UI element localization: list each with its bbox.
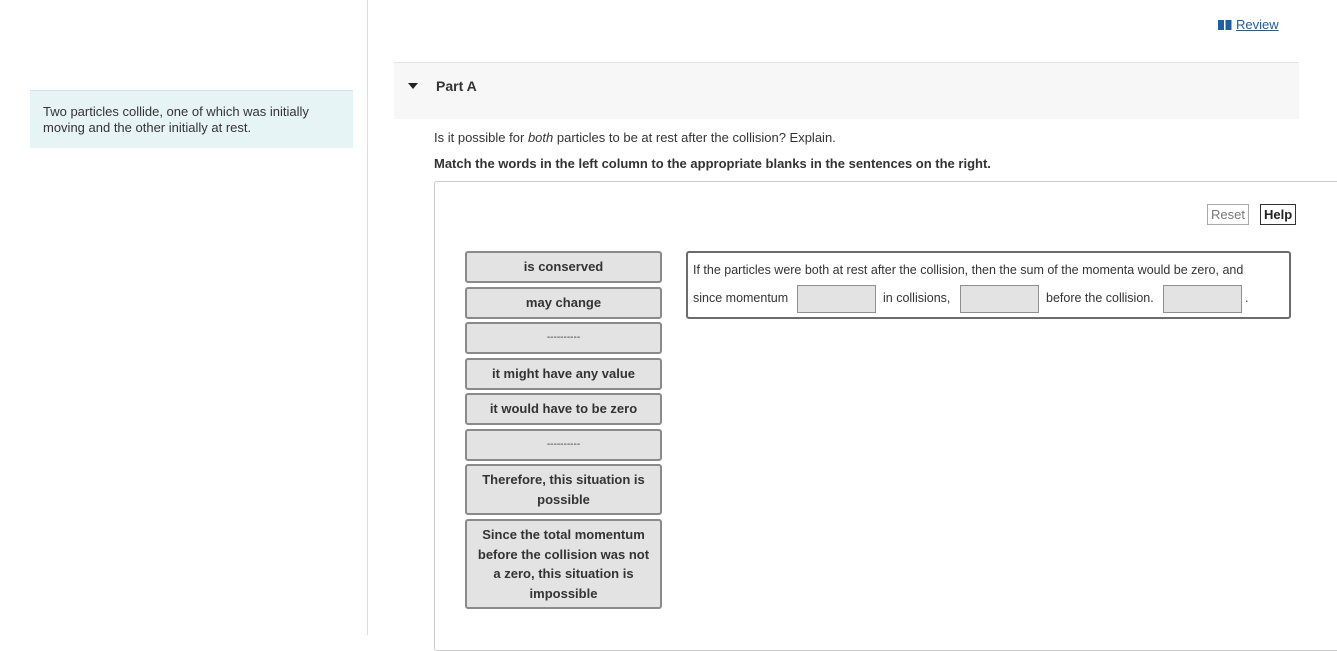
part-header[interactable] [394, 62, 1299, 119]
sentence-segment: before the collision. [1046, 291, 1154, 305]
blank-1[interactable] [797, 285, 876, 313]
collapse-caret-icon[interactable] [408, 83, 418, 89]
word-tile[interactable]: may change [465, 287, 662, 319]
word-tile[interactable]: Since the total momentum before the collision was not a zero, this situation is impossible [465, 519, 662, 609]
question-suffix: particles to be at rest after the collision? Explain. [553, 130, 836, 145]
part-title: Part A [436, 78, 477, 94]
help-button[interactable]: Help [1260, 204, 1296, 225]
review-label[interactable]: Review [1236, 17, 1279, 32]
word-tile[interactable]: is conserved [465, 251, 662, 283]
book-icon [1218, 20, 1232, 30]
sentence-box [686, 251, 1291, 319]
question-prefix: Is it possible for [434, 130, 528, 145]
question-text [434, 130, 836, 145]
instruction-text: Match the words in the left column to the appropriate blanks in the sentences on the right. [434, 156, 991, 171]
sentence-segment: since momentum [693, 291, 789, 305]
review-link[interactable] [1218, 17, 1279, 32]
sentence-segment: in collisions, [883, 291, 951, 305]
word-tile[interactable]: it would have to be zero [465, 393, 662, 425]
separator-tile[interactable]: ---------- [465, 322, 662, 354]
blank-2[interactable] [960, 285, 1039, 313]
word-tile[interactable]: it might have any value [465, 358, 662, 390]
reset-button[interactable]: Reset [1207, 204, 1249, 225]
sentence-segment: . [1245, 291, 1249, 305]
blank-3[interactable] [1163, 285, 1242, 313]
problem-statement: Two particles collide, one of which was initially moving and the other initially at rest. [30, 90, 353, 148]
left-pane [0, 0, 368, 635]
question-emphasis: both [527, 130, 554, 145]
separator-tile[interactable]: ---------- [465, 429, 662, 461]
word-tile[interactable]: Therefore, this situation is possible [465, 464, 662, 515]
sentence-line1: If the particles were both at rest after the collision, then the sum of the momenta would be zero, and [693, 263, 1244, 277]
